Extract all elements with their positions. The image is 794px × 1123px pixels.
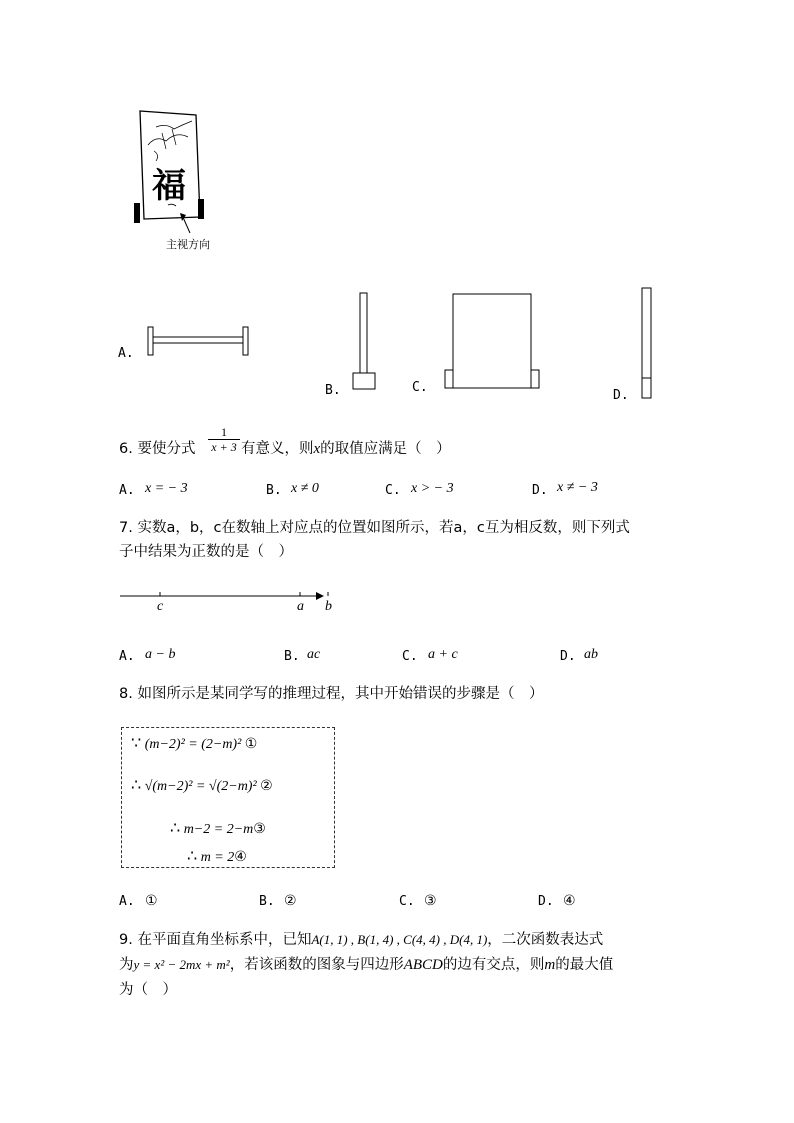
q9-text-line2-pre: 为	[119, 957, 134, 973]
q8-step-1-mark: ①	[244, 736, 258, 752]
q6-option-b-expr: x ≠ 0	[291, 481, 319, 496]
q6-option-c-label[interactable]: C.	[385, 483, 401, 498]
q6-number: 6.	[119, 441, 133, 457]
q7-option-b-label[interactable]: B.	[284, 649, 300, 664]
q9-function: y = x² − 2mx + m²	[133, 957, 230, 972]
q6-fraction	[208, 425, 240, 454]
q6-var: x	[313, 441, 321, 457]
q7-stem-line2: 子中结果为正数的是（ ）	[119, 544, 293, 560]
q8-option-a-expr: ①	[145, 893, 158, 909]
q8-option-a-label[interactable]: A.	[119, 894, 135, 909]
q5-option-b-figure	[350, 291, 380, 395]
q8-step-4-mark: ④	[234, 849, 247, 865]
q6-option-d-label[interactable]: D.	[532, 483, 548, 498]
q6-text-post: 的取值应满足（ ）	[320, 441, 451, 457]
q9-stem-line1	[119, 930, 603, 950]
q8-step-2	[131, 775, 273, 795]
q8-stem	[119, 684, 543, 704]
q8-step-3-expr: m−2 = 2−m	[183, 822, 254, 837]
q6-option-a-expr: x = − 3	[145, 481, 188, 496]
q8-option-c-expr: ③	[424, 893, 437, 909]
q5-option-a-figure	[146, 325, 252, 359]
q8-option-d-label[interactable]: D.	[538, 894, 554, 909]
fu-artwork-drawing	[126, 105, 216, 230]
q8-step-2-prefix: ∴	[131, 777, 142, 794]
q6-option-d-expr: x ≠ − 3	[557, 480, 598, 495]
view-direction-label: 主视方向	[166, 238, 210, 251]
q8-number: 8.	[119, 686, 133, 702]
q5-option-d-figure	[639, 286, 655, 402]
q8-option-b-label[interactable]: B.	[259, 894, 275, 909]
q8-option-c-label[interactable]: C.	[399, 894, 415, 909]
q9-points: A(1, 1) , B(1, 4) , C(4, 4) , D(4, 1)	[311, 932, 488, 947]
q8-step-3	[170, 818, 266, 838]
q9-text-line2-end: 的最大值	[555, 957, 614, 973]
q7-option-c-expr: a + c	[428, 647, 458, 662]
q8-step-1-prefix: ∵	[131, 735, 142, 752]
q8-option-d-expr: ④	[563, 893, 576, 909]
q7-number-line	[118, 586, 332, 616]
q8-step-4-expr: m = 2	[200, 850, 235, 865]
fu-character: 福	[152, 166, 186, 206]
q8-step-3-mark: ③	[253, 821, 266, 837]
q7-option-a-expr: a − b	[145, 647, 176, 662]
q5-option-c-figure	[443, 292, 543, 392]
q8-step-1-expr: (m−2)² = (2−m)²	[144, 737, 242, 752]
q5-option-c-label[interactable]: C.	[412, 380, 428, 395]
q7-number: 7.	[119, 520, 133, 536]
q9-var: m	[544, 957, 556, 973]
q7-text-line1: 实数a，b，c在数轴上对应点的位置如图所示，若a，c互为相反数，则下列式	[137, 520, 630, 536]
q8-option-b-expr: ②	[284, 893, 297, 909]
q6-text-pre: 要使分式	[137, 441, 196, 457]
q8-text: 如图所示是某同学写的推理过程，其中开始错误的步骤是（ ）	[137, 686, 544, 702]
q5-option-b-label[interactable]: B.	[325, 383, 341, 398]
q7-point-label-c: c	[157, 599, 164, 614]
q6-stem	[119, 439, 195, 459]
q9-text-line2-post: 的边有交点，则	[442, 957, 545, 973]
fu-artwork-figure	[126, 105, 216, 230]
q7-point-label-b: b	[325, 599, 332, 614]
q7-stem-line1	[119, 518, 630, 538]
q8-step-4-prefix: ∴	[187, 848, 198, 865]
q5-option-a-label[interactable]: A.	[118, 346, 134, 361]
q6-text-mid: 有意义，则	[241, 441, 314, 457]
q8-step-2-expr: √(m−2)² = √(2−m)²	[144, 779, 257, 794]
q9-text-line2-mid: ，若该函数的图象与四边形	[229, 957, 404, 973]
q9-number: 9.	[119, 932, 133, 948]
q9-text-line1-pre: 在平面直角坐标系中，已知	[137, 932, 312, 948]
q9-stem-line2	[119, 955, 613, 975]
q6-option-b-label[interactable]: B.	[266, 483, 282, 498]
q8-step-4	[187, 846, 247, 866]
q6-fraction-numerator: 1	[221, 425, 227, 439]
q6-option-c-expr: x > − 3	[411, 481, 454, 496]
q7-point-label-a: a	[297, 599, 304, 614]
q8-step-3-prefix: ∴	[170, 820, 181, 837]
q7-option-b-expr: ac	[307, 647, 321, 662]
q8-step-2-mark: ②	[260, 778, 273, 794]
q7-option-d-expr: ab	[584, 647, 598, 662]
q6-option-a-label[interactable]: A.	[119, 483, 135, 498]
q7-option-d-label[interactable]: D.	[560, 649, 576, 664]
q5-option-d-label[interactable]: D.	[613, 388, 629, 403]
q9-stem-line3: 为（ ）	[119, 982, 177, 998]
q7-option-c-label[interactable]: C.	[402, 649, 418, 664]
q8-step-1	[131, 733, 257, 753]
q6-fraction-denominator: x + 3	[211, 440, 237, 454]
q9-text-line1-post: ，二次函数表达式	[487, 932, 604, 948]
q6-stem-rest	[241, 439, 451, 459]
q7-option-a-label[interactable]: A.	[119, 649, 135, 664]
q9-quadrilateral: ABCD	[403, 957, 443, 973]
